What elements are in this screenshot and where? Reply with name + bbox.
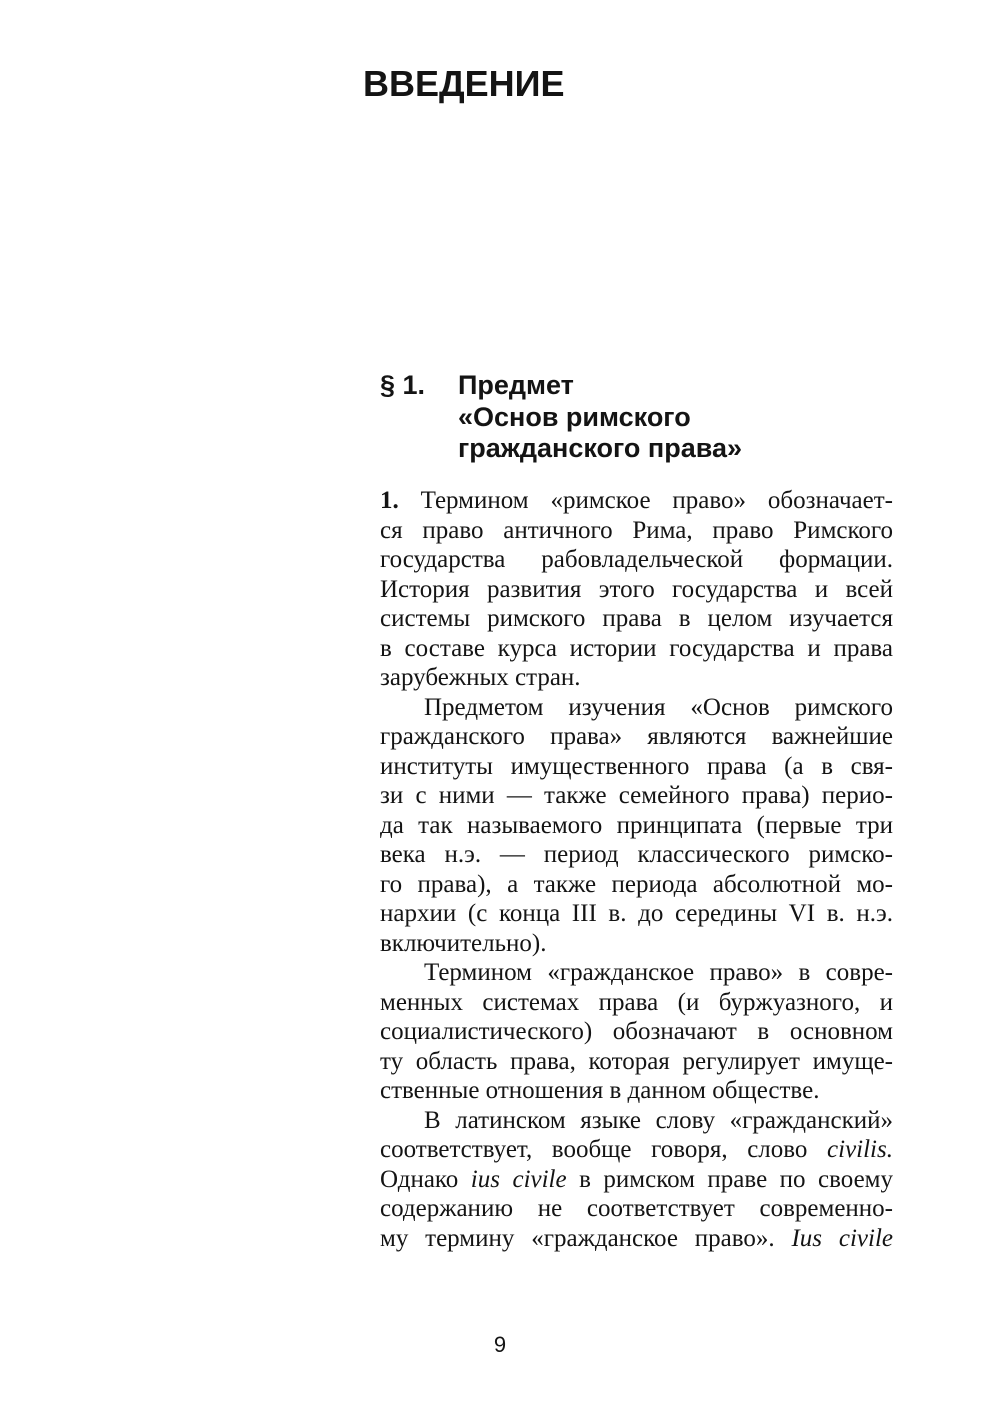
text-line bbox=[380, 1135, 893, 1165]
latin-term: civilis. bbox=[827, 1136, 893, 1163]
text-line: Термином «гражданское право» в совре- bbox=[424, 959, 893, 986]
section-title bbox=[458, 370, 742, 465]
paragraph bbox=[380, 486, 893, 693]
section-title-line: Предмет bbox=[458, 370, 574, 400]
section-heading bbox=[380, 370, 742, 465]
text-line: гражданского права» являются важнейшие bbox=[380, 723, 893, 750]
text-line: институты имущественного права (а в свя- bbox=[380, 752, 893, 780]
section-title-line: «Основ римского bbox=[458, 401, 691, 432]
text-line bbox=[380, 1165, 893, 1195]
text-line: менных системах права (и буржуазного, и bbox=[380, 988, 893, 1016]
text-line: государства рабовладельческой формации. bbox=[380, 546, 893, 573]
text-line: системы римского права в целом изучается bbox=[380, 605, 893, 632]
text-line: социалистического) обозначают в основном bbox=[380, 1018, 893, 1045]
text-line: го права), а также периода абсолютной мо- bbox=[380, 870, 893, 898]
text-line: Предметом изучения «Основ римского bbox=[424, 693, 893, 721]
text-line: нархии (с конца III в. до середины VI в. н.э. bbox=[380, 900, 893, 927]
text-line: в составе курса истории государства и права bbox=[380, 634, 893, 662]
text-run: соответствует, вообще говоря, слово bbox=[380, 1136, 808, 1163]
text-line: да так называемого принципата (первые три bbox=[380, 811, 893, 839]
section-title-line: гражданского права» bbox=[458, 433, 743, 463]
text-line: зи с ними — также семейного права) перио- bbox=[380, 782, 893, 809]
latin-term: Ius civile bbox=[791, 1224, 893, 1252]
text-line: ственные отношения в данном обществе. bbox=[380, 1077, 820, 1104]
body-text bbox=[380, 486, 893, 1253]
text-line: содержанию не соответствует современно- bbox=[380, 1195, 893, 1222]
text-line: включительно). bbox=[380, 929, 547, 957]
page-number: 9 bbox=[493, 1332, 507, 1357]
text-run: му термину «гражданское право». bbox=[380, 1224, 775, 1252]
paragraph bbox=[380, 1106, 893, 1254]
section-number: § 1. bbox=[380, 370, 426, 400]
text-line: зарубежных стран. bbox=[380, 664, 581, 691]
text-line: В латинском языке слову «гражданский» bbox=[424, 1106, 893, 1134]
latin-term: ius civile bbox=[470, 1165, 567, 1193]
text-run: Однако bbox=[380, 1165, 459, 1193]
text-run: в римском праве по своему bbox=[579, 1165, 893, 1193]
paragraph bbox=[380, 958, 893, 1106]
text-line: ту область права, которая регулирует имуще- bbox=[380, 1047, 893, 1075]
chapter-title: ВВЕДЕНИЕ bbox=[363, 63, 565, 104]
text-run: Термином «римское право» обозначает- bbox=[420, 487, 894, 514]
text-line bbox=[380, 486, 893, 516]
text-line: века н.э. — период классического римско- bbox=[380, 841, 893, 868]
text-line: История развития этого государства и всей bbox=[380, 575, 893, 603]
text-line bbox=[380, 1224, 893, 1254]
text-line: ся право античного Рима, право Римского bbox=[380, 516, 893, 544]
paragraph bbox=[380, 693, 893, 959]
paragraph-number: 1. bbox=[380, 487, 399, 514]
